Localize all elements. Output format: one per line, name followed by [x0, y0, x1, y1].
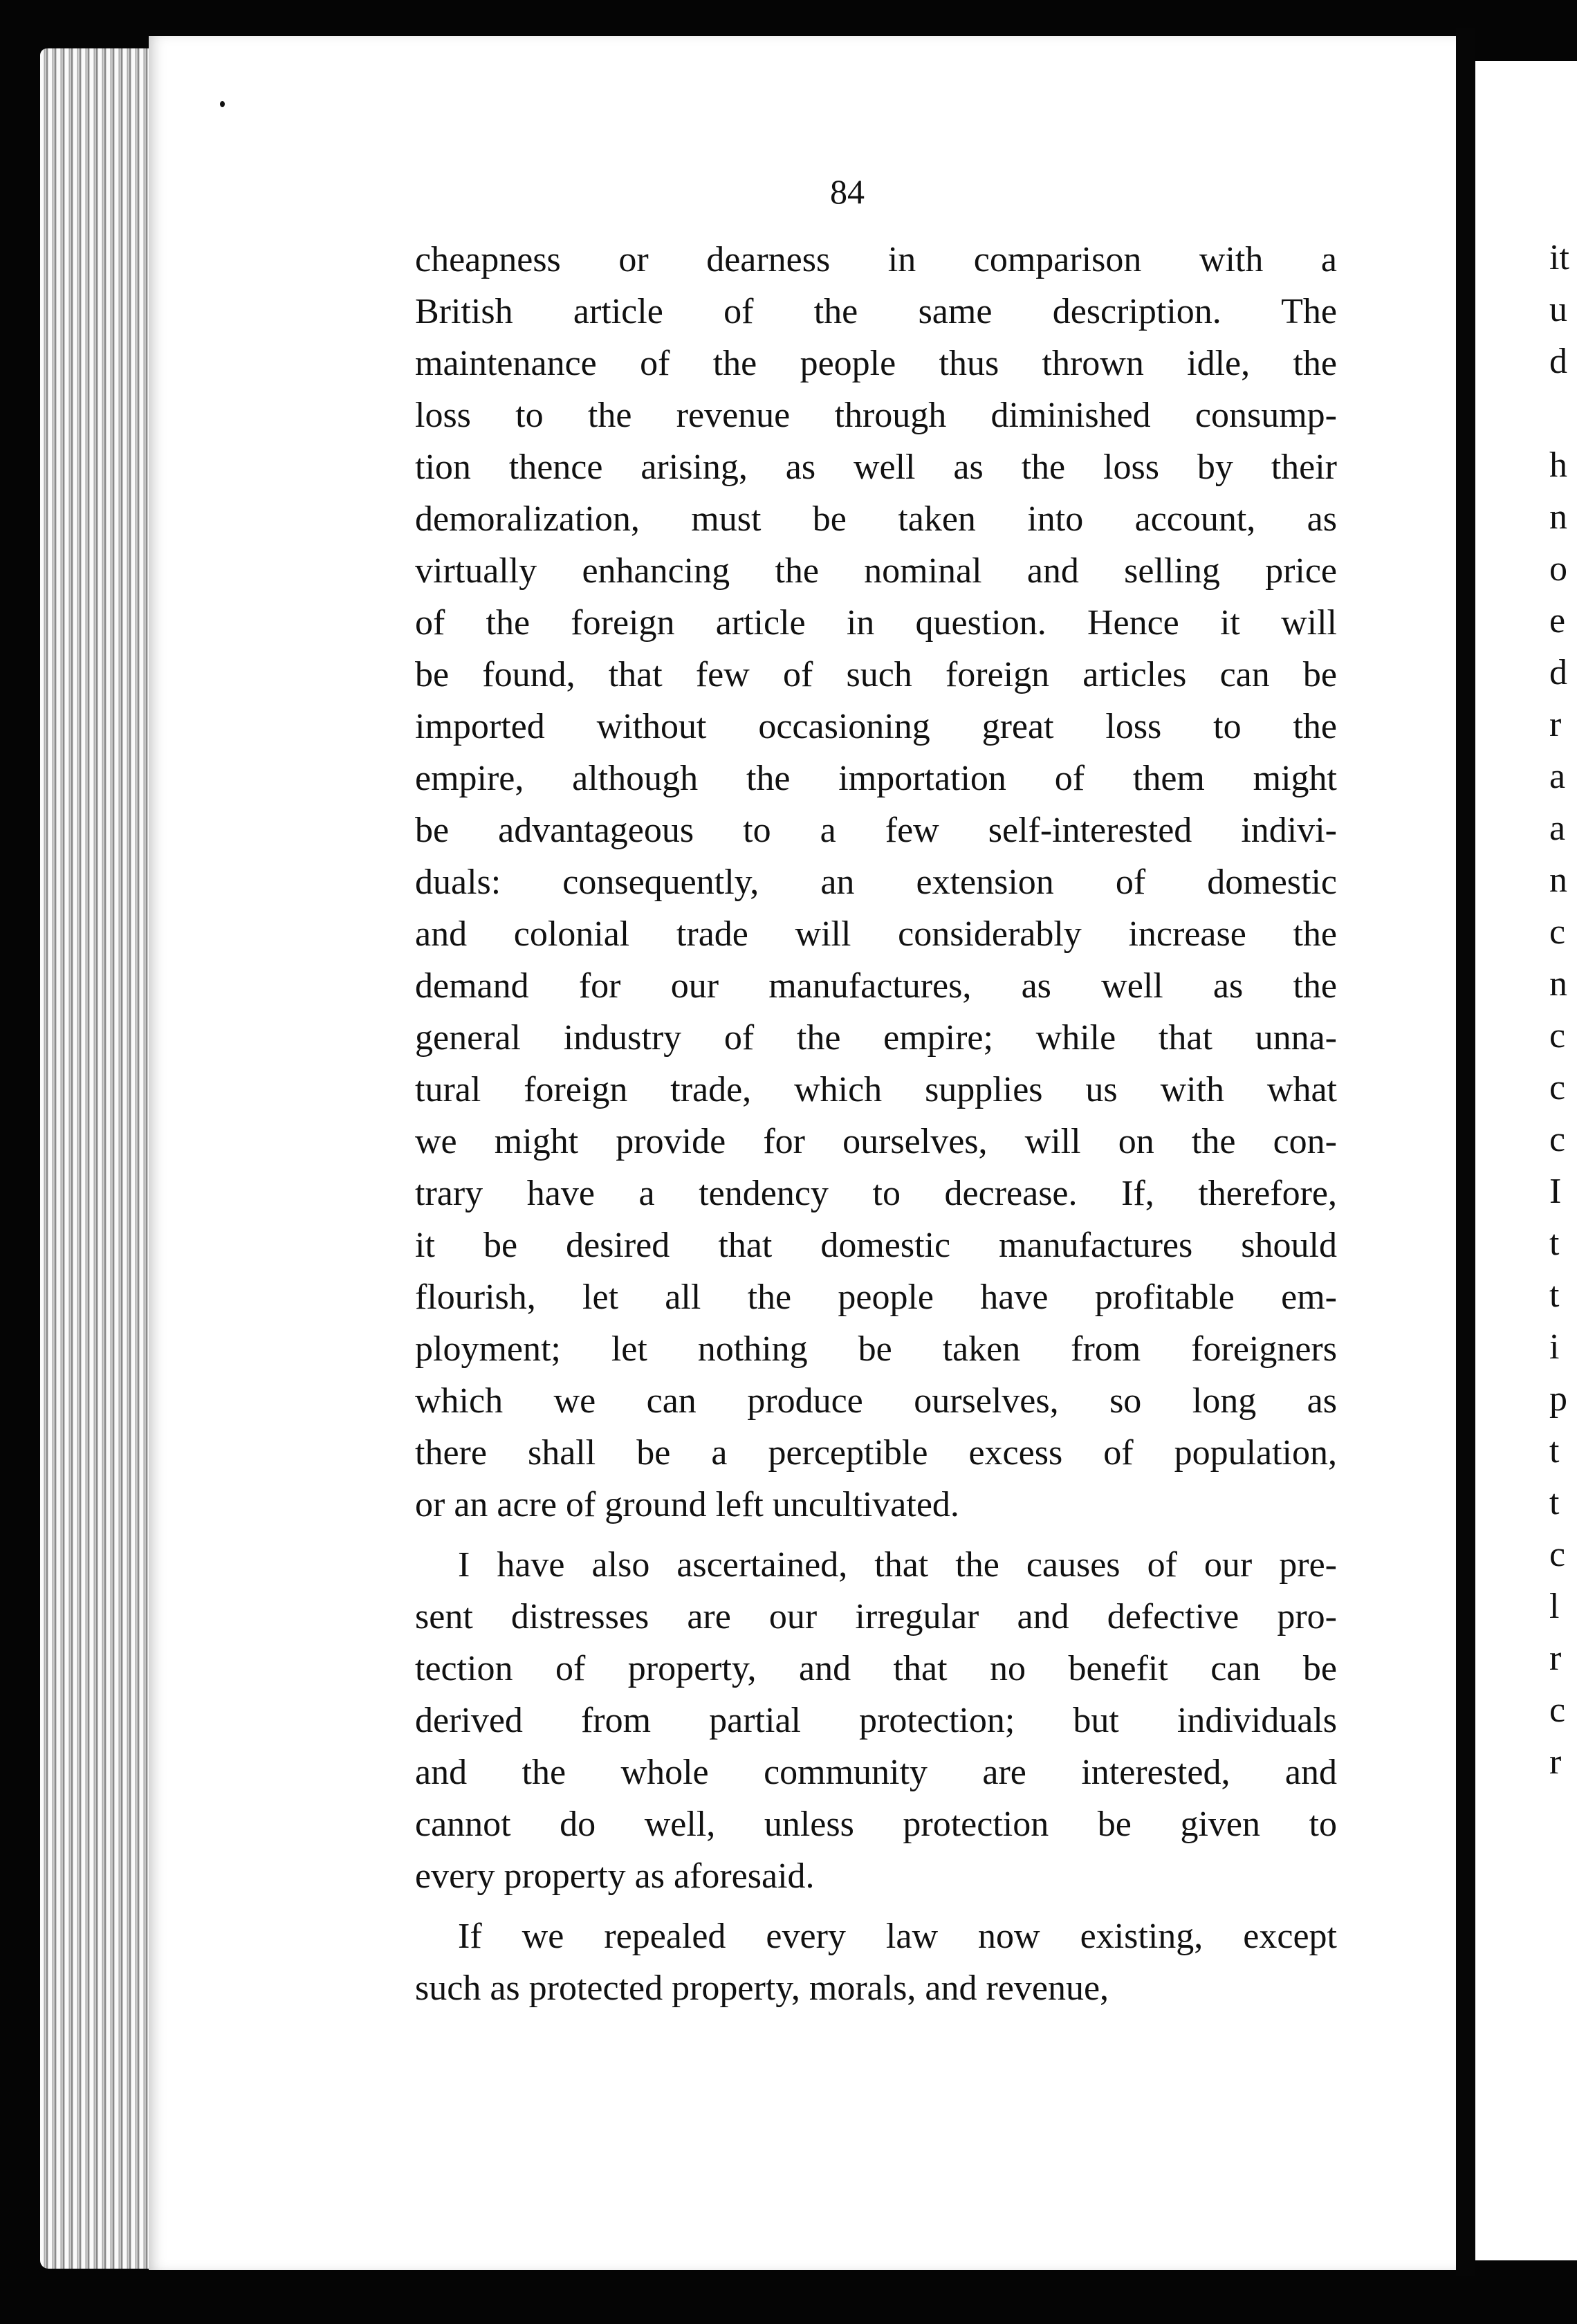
- text-line: demoralization, must be taken into account, as: [415, 499, 1337, 539]
- facing-page-fragment: a: [1549, 757, 1566, 796]
- text-line: If we repealed every law now existing, except: [458, 1917, 1337, 1956]
- facing-page-fragment: r: [1549, 1639, 1562, 1678]
- facing-page-fragment: h: [1549, 445, 1567, 485]
- text-line: virtually enhancing the nominal and selling price: [415, 551, 1337, 591]
- text-line: we might provide for ourselves, will on the con-: [415, 1122, 1337, 1161]
- facing-page-fragment: i: [1549, 1327, 1560, 1367]
- text-line: duals: consequently, an extension of domestic: [415, 863, 1337, 902]
- text-line: be advantageous to a few self-interested indivi-: [415, 811, 1337, 850]
- text-line: be found, that few of such foreign articles can be: [415, 655, 1337, 694]
- paragraph-gap: [415, 1902, 1337, 1910]
- facing-page-fragment: u: [1549, 290, 1567, 329]
- facing-page-fragment: d: [1549, 342, 1567, 381]
- facing-page-fragment: n: [1549, 964, 1567, 1004]
- text-line: cannot do well, unless protection be given to: [415, 1805, 1337, 1844]
- text-line: general industry of the empire; while that unna-: [415, 1018, 1337, 1058]
- facing-page-fragment: n: [1549, 497, 1567, 537]
- text-line: of the foreign article in question. Hence it will: [415, 603, 1337, 643]
- text-line: ployment; let nothing be taken from foreigners: [415, 1329, 1337, 1369]
- paragraph-gap: [415, 1531, 1337, 1539]
- text-line: cheapness or dearness in comparison with a: [415, 240, 1337, 279]
- page-number: 84: [830, 172, 865, 211]
- facing-page-fragment: c: [1549, 1690, 1566, 1730]
- text-line: such as protected property, morals, and revenue,: [415, 1968, 1109, 2008]
- text-line: which we can produce ourselves, so long as: [415, 1381, 1337, 1421]
- text-line: imported without occasioning great loss to the: [415, 707, 1337, 746]
- facing-page-fragment: o: [1549, 549, 1567, 589]
- text-line: every property as aforesaid.: [415, 1856, 815, 1896]
- facing-page-fragment: p: [1549, 1379, 1567, 1419]
- text-line: and colonial trade will considerably increase the: [415, 914, 1337, 954]
- book-spine: [1456, 28, 1475, 2276]
- text-line: maintenance of the people thus thrown idle, the: [415, 344, 1337, 383]
- facing-page-fragment: c: [1549, 1016, 1566, 1055]
- text-line: tection of property, and that no benefit can be: [415, 1649, 1337, 1688]
- facing-page-fragment: t: [1549, 1224, 1560, 1263]
- text-line: I have also ascertained, that the causes of our pre-: [458, 1545, 1337, 1585]
- text-line: sent distresses are our irregular and defective pro-: [415, 1597, 1337, 1636]
- facing-page-fragment: d: [1549, 653, 1567, 692]
- facing-page-text-fragments: [1549, 232, 1577, 1788]
- text-line: flourish, let all the people have profitable em-: [415, 1278, 1337, 1317]
- text-line: loss to the revenue through diminished consump-: [415, 396, 1337, 435]
- paragraph: [415, 1910, 1337, 2014]
- facing-page-fragment: e: [1549, 601, 1566, 640]
- facing-page-fragment: c: [1549, 912, 1566, 952]
- text-line: derived from partial protection; but individuals: [415, 1701, 1337, 1740]
- paragraph: [415, 1539, 1337, 1902]
- text-line: empire, although the importation of them might: [415, 759, 1337, 798]
- facing-page-fragment: c: [1549, 1068, 1566, 1107]
- paragraph: [415, 234, 1337, 1531]
- text-line: tion thence arising, as well as the loss by their: [415, 448, 1337, 487]
- body-text: [415, 234, 1337, 2014]
- text-line: and the whole community are interested, and: [415, 1753, 1337, 1792]
- text-line: or an acre of ground left uncultivated.: [415, 1485, 959, 1524]
- facing-page-fragment: [1549, 387, 1577, 439]
- facing-page-fragment: it: [1549, 238, 1569, 277]
- facing-page-fragment: c: [1549, 1120, 1566, 1159]
- text-line: it be desired that domestic manufactures should: [415, 1226, 1337, 1265]
- ink-speck: [220, 101, 225, 107]
- text-line: trary have a tendency to decrease. If, therefore,: [415, 1174, 1337, 1213]
- facing-page-fragment: t: [1549, 1483, 1560, 1522]
- facing-page-fragment: t: [1549, 1275, 1560, 1315]
- facing-page-fragment: I: [1549, 1172, 1562, 1211]
- text-line: tural foreign trade, which supplies us with what: [415, 1070, 1337, 1109]
- facing-page-fragment: c: [1549, 1535, 1566, 1574]
- facing-page-fragment: r: [1549, 1742, 1562, 1782]
- text-line: demand for our manufactures, as well as the: [415, 966, 1337, 1006]
- text-line: there shall be a perceptible excess of population,: [415, 1433, 1337, 1473]
- facing-page-fragment: t: [1549, 1431, 1560, 1470]
- text-line: British article of the same description. The: [415, 292, 1337, 331]
- facing-page-fragment: a: [1549, 809, 1566, 848]
- facing-page-fragment: n: [1549, 860, 1567, 900]
- facing-page-fragment: r: [1549, 705, 1562, 744]
- facing-page-fragment: l: [1549, 1587, 1560, 1626]
